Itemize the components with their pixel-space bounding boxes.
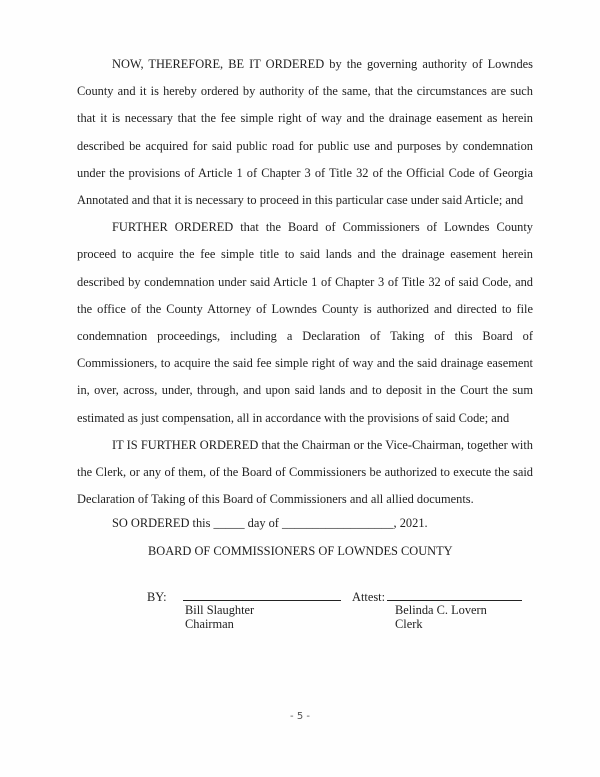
resolution-body bbox=[77, 51, 533, 513]
so-ordered-date-line: SO ORDERED this _____ day of __________________, 2021. bbox=[112, 516, 428, 530]
chairman-title: Chairman bbox=[185, 617, 234, 631]
chairman-name: Bill Slaughter bbox=[185, 603, 255, 617]
clerk-name: Belinda C. Lovern bbox=[395, 603, 487, 617]
paragraph-now-therefore: NOW, THEREFORE, BE IT ORDERED by the governing authority of Lowndes County and it is hereby ordered by authority of the same, that the circumstances are such that it is necessary that the fee simple right of way and the drainage easement as herein described be acquired for said public road for public use and purposes by condemnation under the provisions of Article 1 of Chapter 3 of Title 32 of the Official Code of Georgia Annotated and that it is necessary to proceed in this particular case under said Article; and bbox=[77, 57, 533, 208]
paragraph-further-ordered: FURTHER ORDERED that the Board of Commissioners of Lowndes County proceed to acquire the fee simple title to said lands and the drainage easement herein described by condemnation under said Article 1 of Chapter 3 of Title 32 of said Code, and the office of the County Attorney of Lowndes County is authorized and directed to file condemnation proceedings, including a Declaration of Taking of this Board of Commissioners, to acquire the said fee simple right of way and the said drainage easement in, over, across, under, through, and upon said lands and to deposit in the Court the sum estimated as just compensation, all in accordance with the provisions of said Code; and bbox=[77, 220, 533, 425]
signature-attest-block bbox=[352, 589, 522, 604]
attest-label: Attest: bbox=[352, 590, 386, 604]
clerk-title: Clerk bbox=[395, 617, 423, 631]
page-number: - 5 - bbox=[290, 711, 310, 722]
clerk-signature-line bbox=[387, 589, 522, 601]
board-title: BOARD OF COMMISSIONERS OF LOWNDES COUNTY bbox=[148, 544, 453, 558]
by-label: BY: bbox=[147, 590, 167, 604]
signature-by-block bbox=[147, 589, 341, 604]
paragraph-it-is-further-ordered: IT IS FURTHER ORDERED that the Chairman or the Vice-Chairman, together with the Clerk, or any of them, of the Board of Commissioners be authorized to execute the said Declaration of Taking of this Board of Commissioners and all allied documents. bbox=[77, 437, 533, 507]
chairman-signature-line bbox=[183, 589, 341, 601]
